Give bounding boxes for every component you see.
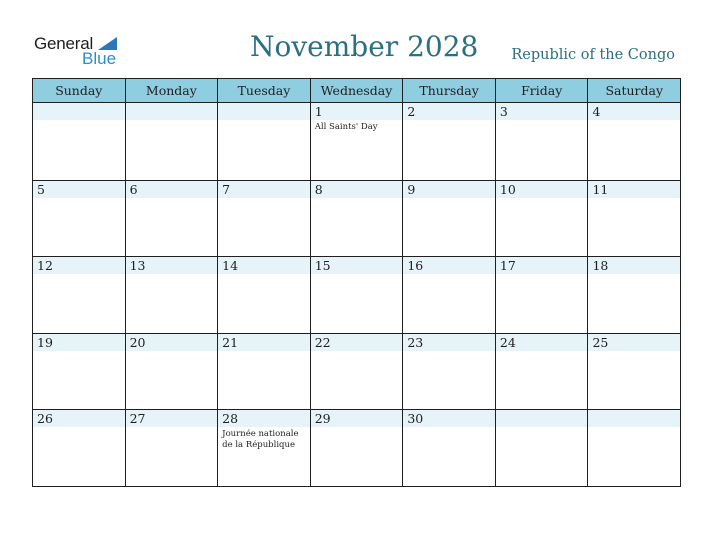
weekday-header-row [33,79,680,103]
day-number: 21 [222,334,239,350]
day-cell [125,257,218,333]
day-number-band [218,181,310,198]
weekday-header: Monday [125,79,218,102]
day-cell [217,257,310,333]
day-cell [33,103,125,180]
day-cell [402,181,495,257]
day-number: 20 [129,334,146,350]
day-cell [125,410,218,486]
day-number: 14 [222,258,239,273]
weeks-container [33,103,680,486]
day-cell [587,103,680,180]
generalblue-logo [34,34,124,68]
day-cell [587,334,680,410]
day-number: 17 [499,258,516,273]
day-cell [310,257,403,333]
weekday-header: Saturday [587,79,680,102]
week-row [33,409,680,486]
day-cell [125,181,218,257]
weekday-header: Wednesday [310,79,403,102]
day-number: 10 [499,181,516,197]
day-number: 25 [592,334,609,350]
day-number: 24 [499,334,516,350]
day-number-band [311,181,403,198]
day-number: 27 [129,411,146,426]
day-cell [495,181,588,257]
day-cell [310,410,403,486]
week-row [33,256,680,333]
day-cell [125,103,218,180]
day-cell [587,257,680,333]
day-number: 5 [37,181,45,197]
logo-text-general: General [34,34,94,53]
day-cell [402,410,495,486]
day-number: 4 [592,104,601,119]
day-number: 26 [37,411,53,426]
logo-text-blue: Blue [82,49,117,68]
day-number: 15 [314,258,331,273]
day-cell [33,257,125,333]
day-number-band [218,103,310,120]
week-row [33,333,680,410]
day-number-band [496,103,588,120]
day-number: 22 [314,334,331,350]
calendar-grid [32,78,681,487]
day-number: 7 [222,181,231,197]
day-number: 8 [314,181,323,197]
day-number: 13 [129,258,146,273]
day-number: 11 [592,181,609,197]
day-number: 9 [407,181,416,197]
day-number-band [33,181,125,198]
day-cell [402,103,495,180]
day-number-band [33,103,125,120]
day-cell [587,181,680,257]
day-cell [217,410,310,486]
holiday-label: All Saints' Day [314,122,378,132]
day-number: 18 [592,258,609,273]
day-number-band [496,410,588,427]
day-number: 19 [37,334,53,350]
day-number: 28 [222,411,239,426]
day-cell [402,257,495,333]
week-row [33,103,680,180]
day-cell [402,334,495,410]
day-cell [33,181,125,257]
day-number: 2 [407,104,416,119]
day-number-band [311,103,403,120]
day-cell [310,103,403,180]
day-number: 3 [499,104,508,119]
weekday-header: Tuesday [217,79,310,102]
day-cell [217,103,310,180]
day-number: 16 [407,258,424,273]
week-row [33,180,680,257]
day-number: 6 [129,181,138,197]
day-number-band [126,103,218,120]
day-number: 1 [314,104,323,119]
day-number: 23 [407,334,424,350]
day-cell [125,334,218,410]
day-cell [33,410,125,486]
day-cell [310,334,403,410]
country-name: Republic of the Congo [511,47,675,63]
holiday-label: Journée nationale de la République [222,429,299,450]
day-cell [495,334,588,410]
day-cell [310,181,403,257]
day-number: 29 [314,411,331,426]
day-number-band [403,103,495,120]
weekday-header: Friday [495,79,588,102]
calendar-title: November 2028 [250,30,479,63]
day-cell [495,257,588,333]
day-cell [217,334,310,410]
day-number: 30 [407,411,424,426]
day-cell [495,410,588,486]
day-cell [33,334,125,410]
day-cell [217,181,310,257]
day-cell [495,103,588,180]
day-cell [587,410,680,486]
day-number-band [588,410,680,427]
day-number-band [588,103,680,120]
day-number-band [126,181,218,198]
day-number: 12 [37,258,53,273]
weekday-header: Thursday [402,79,495,102]
day-number-band [403,181,495,198]
weekday-header: Sunday [55,83,103,98]
